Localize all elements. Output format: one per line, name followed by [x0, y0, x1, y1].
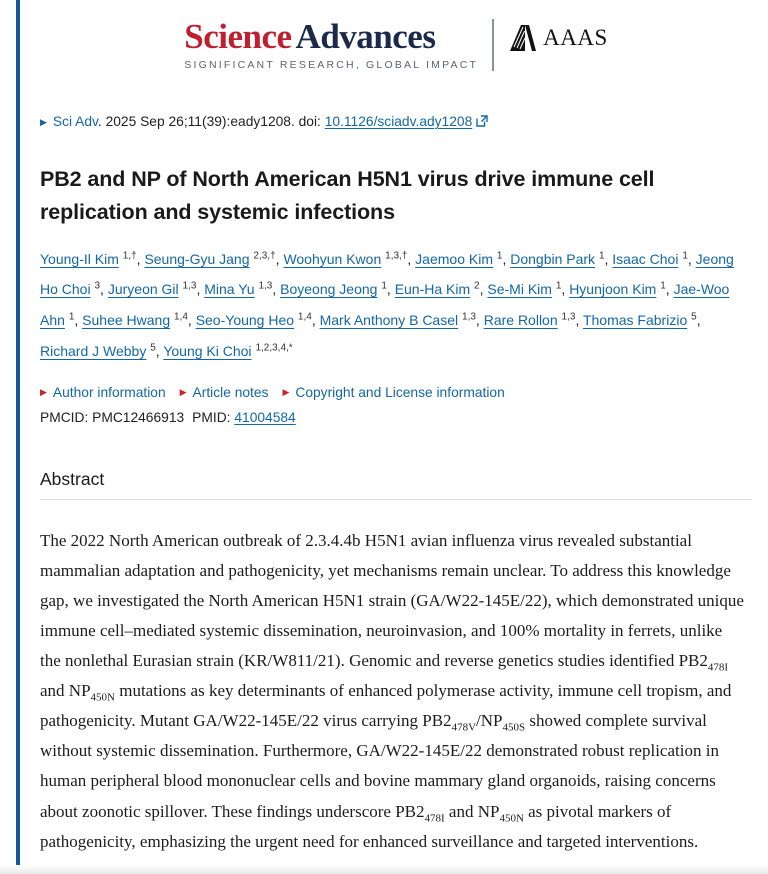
article-meta-links	[40, 385, 752, 400]
abstract-text: mutations as key determinants of enhanced polymerase activity, immune cell tropism, and pathogenicity. Mutant GA/W22-145E/22 virus carrying PB2	[40, 681, 732, 731]
science-advances-logo	[184, 19, 478, 71]
author-affiliation-sup: 1	[496, 249, 503, 261]
journal-link[interactable]: Sci Adv	[52, 114, 98, 129]
author-link[interactable]: Eun-Ha Kim	[394, 281, 471, 298]
author-link[interactable]: Hyunjoon Kim	[569, 281, 657, 298]
author-link[interactable]: Jae-Woo Ahn	[40, 281, 730, 329]
journal-tagline: SIGNIFICANT RESEARCH, GLOBAL IMPACT	[184, 59, 479, 71]
advances-wordmark: Advances	[295, 17, 436, 56]
pmcid-label: PMCID:	[40, 409, 93, 425]
article-title: PB2 and NP of North American H5N1 virus drive immune cell replication and systemic infections	[40, 167, 655, 225]
doi-link[interactable]: 10.1126/sciadv.ady1208	[324, 114, 473, 129]
author-link[interactable]: Suhee Hwang	[82, 312, 171, 329]
author-information-item	[40, 385, 166, 400]
pmid-link[interactable]: 41004584	[234, 409, 296, 425]
author-affiliation-sup: 1,3,†	[385, 249, 408, 261]
author-link[interactable]: Young-Il Kim	[40, 250, 119, 267]
disclosure-triangle-icon: ▶	[179, 387, 187, 398]
author-affiliation-sup: 1,3	[462, 311, 476, 323]
pmid-label: PMID:	[192, 409, 235, 425]
author-information-link[interactable]: Author information	[52, 384, 166, 400]
author-link[interactable]: Boyeong Jeong	[280, 281, 378, 298]
copyright-license-item	[282, 385, 504, 400]
author-affiliation-sup: 5	[691, 311, 697, 323]
author-affiliation-sup: 2,3,†	[253, 249, 276, 261]
author-link[interactable]: Rare Rollon	[483, 312, 558, 329]
author-link[interactable]: Thomas Fabrizio	[582, 312, 688, 329]
author-affiliation-sup: 5	[150, 342, 156, 354]
citation-text: . 2025 Sep 26;11(39):eady1208. doi:	[97, 114, 325, 129]
mutation-subscript: 478I	[424, 811, 445, 824]
author-link[interactable]: Isaac Choi	[612, 250, 679, 267]
article-notes-item	[180, 385, 269, 400]
article-page	[20, 0, 756, 874]
author-affiliation-sup: 1	[68, 311, 75, 323]
journal-wordmark	[184, 19, 478, 54]
aaas-logo-text: AAAS	[543, 25, 608, 50]
author-affiliation-sup: 1,4	[297, 311, 312, 323]
abstract-text: and NP	[40, 681, 91, 701]
aaas-logo	[508, 25, 608, 51]
abstract-heading: Abstract	[40, 468, 105, 489]
author-affiliation-sup: 1	[555, 280, 562, 292]
abstract-text: and NP	[444, 801, 500, 821]
author-list: Young-Il Kim $^{1,\dagger}$, Seung-Gyu Jang $^{2,3,\dagger}$, Woohyun Kwon $^{1,3,\dagger}$, Jaemoo Kim $^1$, Dongbin Park $^1$, Isaac Choi $^1$, Jeong Ho Choi $^3$, Juryeon Gil $^{1,3}$, Mina Yu $^{1,3}$, Boyeong Jeong $^1$, Eun-Ha Kim $^2$, Se-Mi Kim $^1$, Hyunjoon Kim $^1$, Jae-Woo Ahn $^1$, Suhee Hwang $^{1,4}$, Seo-Young Heo $^{1,4}$, Mark Anthony B Casel $^{1,3}$, Rare Rollon $^{1,3}$, Thomas Fabrizio $^5$, Richard J Webby $^5$, Young Ki Choi $^{1,2,3,4,*}$	[40, 249, 734, 360]
mutation-subscript: 450N	[90, 691, 115, 704]
author-affiliation-sup: 2	[474, 280, 480, 292]
author-affiliation-sup: 1	[598, 249, 605, 261]
author-link[interactable]: Woohyun Kwon	[283, 250, 382, 267]
pmcid-value: PMC12466913	[92, 409, 185, 425]
author-link[interactable]: Dongbin Park	[510, 250, 596, 267]
abstract-text: as pivotal markers of pathogenicity, emphasizing the urgent need for enhanced surveillance and targeted interventions.	[40, 801, 699, 851]
author-link[interactable]: Mina Yu	[204, 281, 255, 298]
viewport-cutoff-strip	[0, 865, 768, 874]
abstract-paragraph	[40, 526, 746, 857]
author-affiliation-sup: 1	[682, 249, 688, 261]
citation-triangle-icon: ▶	[40, 116, 47, 127]
mutation-subscript: 478V	[451, 721, 477, 734]
author-affiliation-sup: 1,3	[258, 280, 273, 292]
mutation-subscript: 450S	[502, 721, 526, 734]
author-link[interactable]: Young Ki Choi	[163, 343, 252, 360]
copyright-license-link[interactable]: Copyright and License information	[295, 384, 505, 400]
science-wordmark: Science	[184, 17, 292, 56]
disclosure-triangle-icon: ▶	[40, 387, 47, 398]
author-link[interactable]: Juryeon Gil	[107, 281, 179, 298]
author-link[interactable]: Seung-Gyu Jang	[144, 250, 250, 267]
author-affiliation-sup: 1,3	[561, 311, 576, 323]
author-link[interactable]: Jeong Ho Choi	[40, 250, 734, 298]
author-affiliation-sup: 1,3	[182, 280, 197, 292]
author-affiliation-sup: 1,†	[122, 249, 137, 261]
article-ids	[40, 410, 752, 425]
author-link[interactable]: Se-Mi Kim	[487, 281, 552, 298]
author-link[interactable]: Seo-Young Heo	[195, 312, 295, 329]
abstract-text: showed complete survival without systemic dissemination. Furthermore, GA/W22-145E/22 demonstrated robust replication in human peripheral blood mononuclear cells and bovine mammary gland organoids, raising concerns about zoonotic spillover. These findings underscore PB2	[40, 711, 719, 821]
author-affiliation-sup: 3	[94, 280, 101, 292]
section-divider	[40, 499, 752, 500]
citation-line	[40, 114, 752, 129]
author-affiliation-sup: 1,2,3,4,*	[255, 342, 293, 354]
author-affiliation-sup: 1	[660, 280, 666, 292]
masthead-divider	[492, 19, 494, 71]
author-link[interactable]: Richard J Webby	[40, 343, 147, 360]
article-notes-link[interactable]: Article notes	[192, 384, 269, 400]
author-affiliation-sup: 1,4	[174, 311, 188, 323]
abstract-text: The 2022 North American outbreak of 2.3.4.4b H5N1 avian influenza virus revealed substantial mammalian adaptation and pathogenicity, yet mechanisms remain unclear. To address this knowledge gap, we investigated the North American H5N1 strain (GA/W22-145E/22), which demonstrated unique immune cell–mediated systemic dissemination, neuroinvasion, and 100% mortality in ferrets, unlike the nonlethal Eurasian strain (KR/W811/21). Genomic and reverse genetics studies identified PB2	[40, 530, 744, 671]
disclosure-triangle-icon: ▶	[282, 387, 290, 398]
abstract-text: /NP	[476, 711, 503, 731]
aaas-mark-icon	[508, 25, 538, 51]
abstract-section	[40, 469, 752, 857]
author-link[interactable]: Jaemoo Kim	[415, 250, 493, 267]
author-link[interactable]: Mark Anthony B Casel	[319, 312, 459, 329]
external-link-icon	[476, 115, 488, 127]
author-affiliation-sup: 1	[381, 280, 387, 292]
journal-masthead	[40, 12, 752, 78]
mutation-subscript: 450N	[499, 811, 524, 824]
mutation-subscript: 478I	[707, 661, 729, 674]
